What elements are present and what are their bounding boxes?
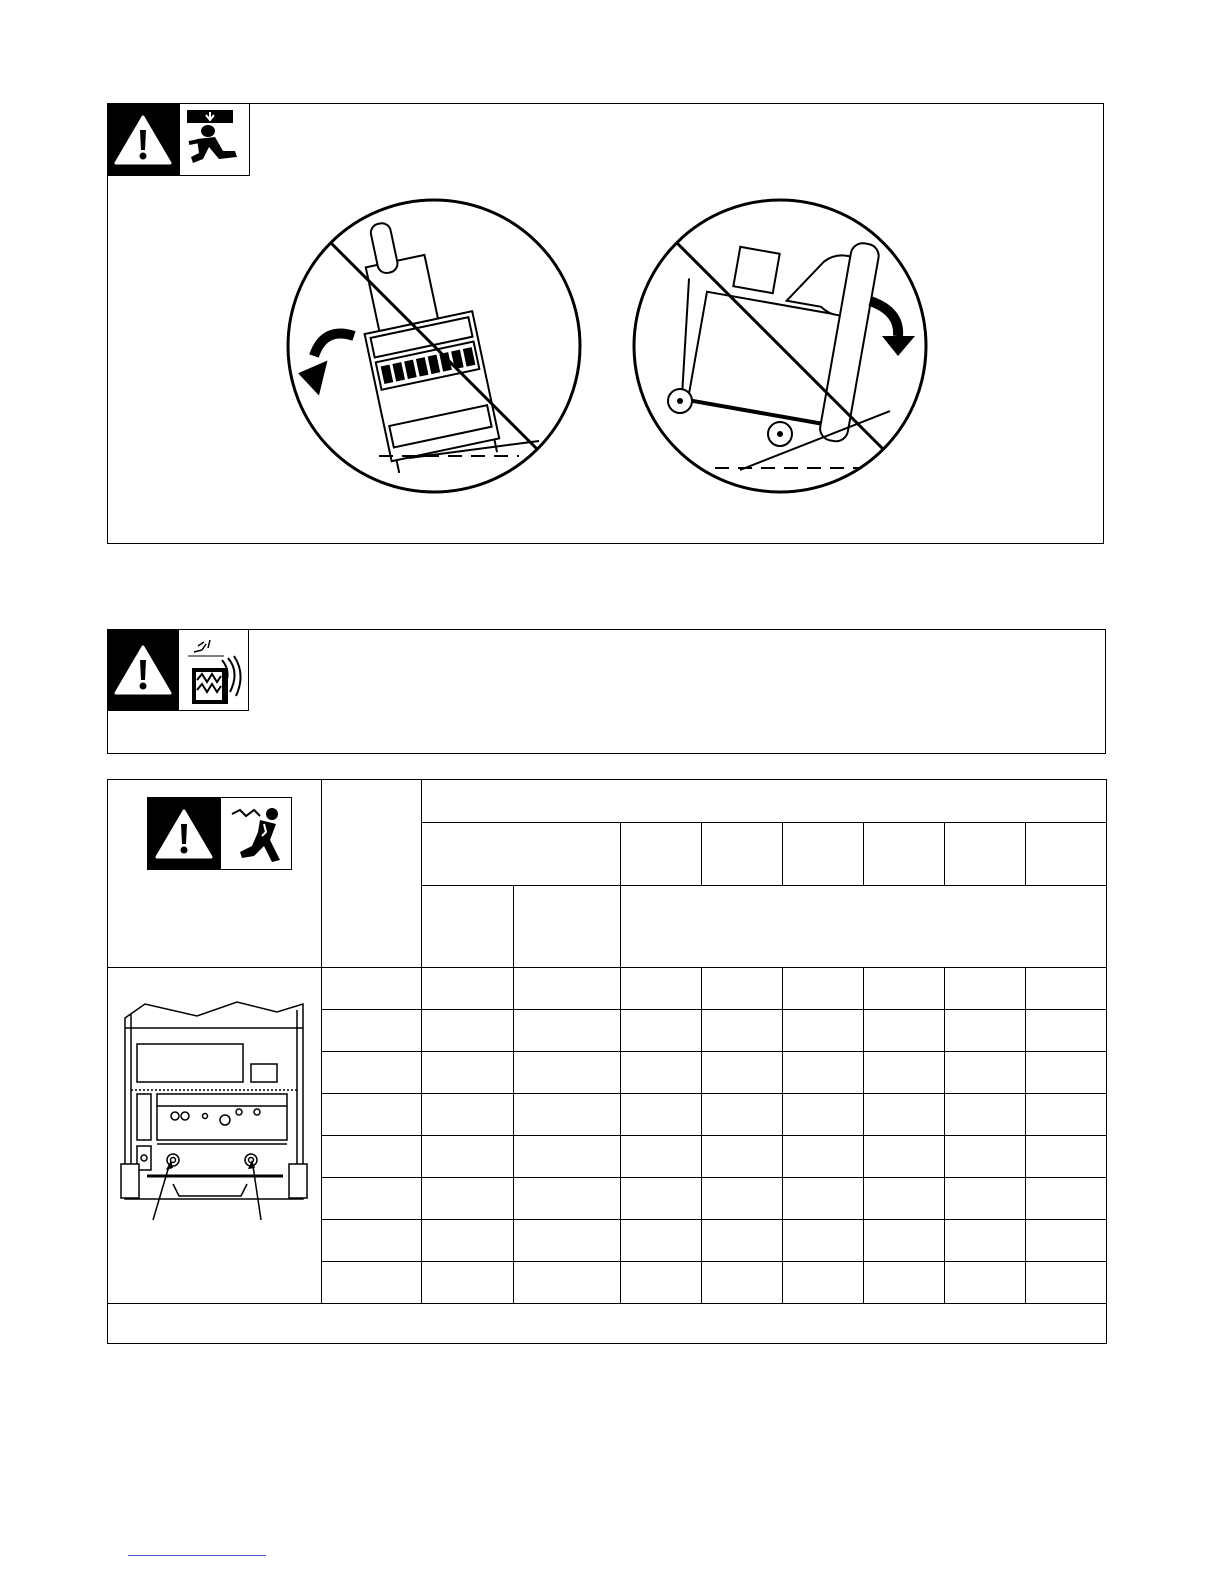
table-cell xyxy=(864,1052,945,1094)
shock-warning-badge xyxy=(147,797,292,870)
table-cell xyxy=(702,968,783,1010)
table-cell xyxy=(783,1262,864,1304)
table-cell xyxy=(783,1010,864,1052)
header-cell xyxy=(322,780,422,968)
table-cell xyxy=(322,1136,422,1178)
electric-shock-icon xyxy=(220,798,292,869)
table-cell xyxy=(322,1094,422,1136)
table-cell xyxy=(422,1262,514,1304)
table-cell xyxy=(322,1220,422,1262)
table-footer-row xyxy=(108,1304,1107,1344)
header-cell xyxy=(422,886,514,968)
table-cell xyxy=(1026,1178,1107,1220)
table-row xyxy=(108,968,1107,1010)
table-cell xyxy=(783,1052,864,1094)
table-cell xyxy=(621,1178,702,1220)
table-cell xyxy=(864,1010,945,1052)
header-cell xyxy=(621,823,702,886)
header-cell xyxy=(514,886,621,968)
table-cell xyxy=(864,1262,945,1304)
header-cell xyxy=(864,823,945,886)
table-cell xyxy=(514,1010,621,1052)
table-cell xyxy=(514,1136,621,1178)
table-cell xyxy=(422,1052,514,1094)
table-cell xyxy=(514,968,621,1010)
table-cell xyxy=(1026,1052,1107,1094)
header-cell xyxy=(422,780,1107,823)
table-cell xyxy=(702,1136,783,1178)
table-cell xyxy=(1026,968,1107,1010)
warning-triangle-icon xyxy=(108,630,178,710)
table-cell xyxy=(322,1052,422,1094)
table-cell xyxy=(514,1094,621,1136)
header-cell xyxy=(783,823,864,886)
table-cell xyxy=(702,1262,783,1304)
header-cell xyxy=(422,823,621,886)
warning-triangle-icon xyxy=(148,798,220,869)
table-cell xyxy=(864,1136,945,1178)
table-footer-cell xyxy=(108,1304,1107,1344)
table-cell xyxy=(945,1136,1026,1178)
table-cell xyxy=(864,1220,945,1262)
table-cell xyxy=(945,1052,1026,1094)
table-cell xyxy=(783,1178,864,1220)
table-cell xyxy=(945,1262,1026,1304)
table-cell xyxy=(1026,1094,1107,1136)
no-tipping-cart-backward-icon xyxy=(630,196,930,496)
table-cell xyxy=(514,1052,621,1094)
header-cell xyxy=(702,823,783,886)
table-cell xyxy=(702,1094,783,1136)
welder-front-panel-output-terminals-icon xyxy=(117,994,313,1224)
table-cell xyxy=(945,1094,1026,1136)
header-row-1 xyxy=(108,780,1107,823)
table-cell xyxy=(945,1220,1026,1262)
table-cell xyxy=(621,968,702,1010)
table-cell xyxy=(783,1136,864,1178)
table-cell xyxy=(702,1052,783,1094)
warning-triangle-icon xyxy=(108,104,179,175)
arc-rays-hazard-box xyxy=(107,629,1106,754)
header-cell xyxy=(945,823,1026,886)
table-cell xyxy=(621,1010,702,1052)
table-cell xyxy=(702,1178,783,1220)
table-cell xyxy=(783,968,864,1010)
table-cell xyxy=(702,1220,783,1262)
tipping-hazard-box xyxy=(107,103,1104,544)
table-cell xyxy=(322,1010,422,1052)
table-cell xyxy=(783,1220,864,1262)
electric-shock-table xyxy=(107,779,1107,1344)
front-panel-cell xyxy=(108,968,322,1304)
header-cell xyxy=(621,886,1107,968)
header-cell xyxy=(1026,823,1107,886)
table-cell xyxy=(945,1178,1026,1220)
table-cell xyxy=(514,1262,621,1304)
shock-warning-cell xyxy=(108,780,322,968)
table-cell xyxy=(864,968,945,1010)
table-cell xyxy=(422,1010,514,1052)
table-cell xyxy=(621,1094,702,1136)
table-cell xyxy=(1026,1262,1107,1304)
table-cell xyxy=(783,1094,864,1136)
table-cell xyxy=(621,1136,702,1178)
no-tipping-welder-forward-icon xyxy=(284,196,584,496)
table-cell xyxy=(621,1220,702,1262)
table-cell xyxy=(702,1010,783,1052)
table-cell xyxy=(422,968,514,1010)
tipping-warning-badge xyxy=(107,103,250,176)
arc-rays-sparks-icon xyxy=(178,630,249,710)
falling-equipment-icon xyxy=(179,104,250,175)
table-cell xyxy=(422,1220,514,1262)
table-cell xyxy=(1026,1010,1107,1052)
table-cell xyxy=(422,1136,514,1178)
table-cell xyxy=(864,1094,945,1136)
table-cell xyxy=(514,1178,621,1220)
table-cell xyxy=(864,1178,945,1220)
table-cell xyxy=(621,1052,702,1094)
table-cell xyxy=(1026,1136,1107,1178)
table-cell xyxy=(322,1178,422,1220)
table-cell xyxy=(422,1094,514,1136)
footer-link-underline[interactable] xyxy=(128,1555,266,1556)
table-cell xyxy=(621,1262,702,1304)
table-cell xyxy=(322,968,422,1010)
table-cell xyxy=(514,1220,621,1262)
table-cell xyxy=(945,968,1026,1010)
table-cell xyxy=(322,1262,422,1304)
arc-rays-warning-badge xyxy=(107,629,249,711)
table-cell xyxy=(422,1178,514,1220)
table-cell xyxy=(945,1010,1026,1052)
table-cell xyxy=(1026,1220,1107,1262)
